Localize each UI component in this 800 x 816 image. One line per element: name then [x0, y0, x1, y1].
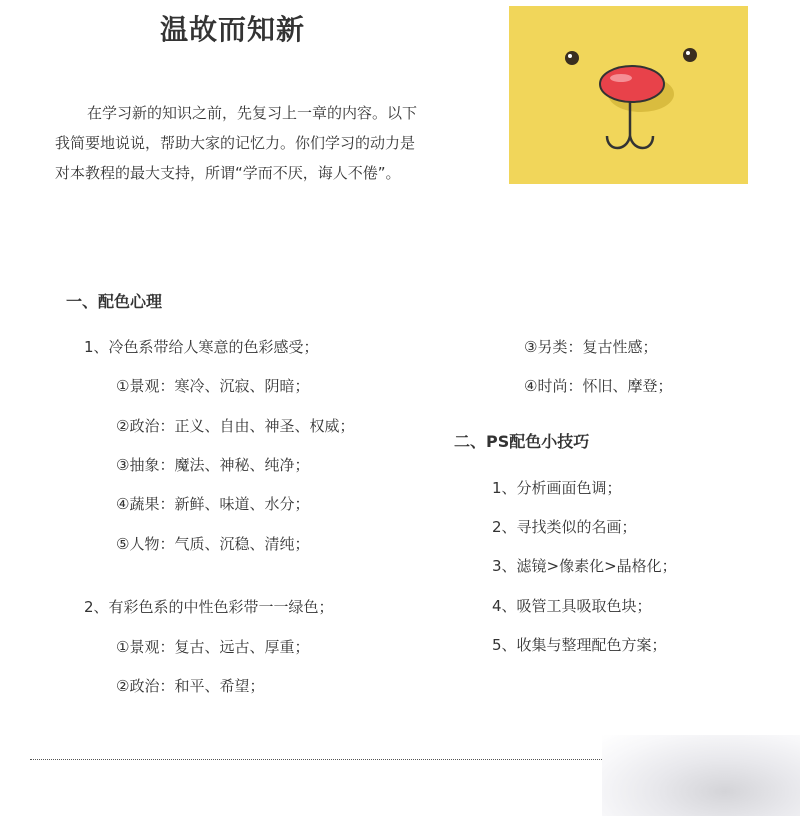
cartoon-dog-face-icon: [509, 6, 748, 184]
list-item: ④蔬果：新鲜、味道、水分；: [116, 495, 310, 513]
list-item: 5、收集与整理配色方案；: [492, 636, 667, 654]
section-heading: 二、PS配色小技巧: [454, 432, 590, 451]
intro-paragraph: [55, 98, 445, 188]
list-item: ⑤人物：气质、沉稳、清纯；: [116, 535, 310, 553]
list-item: ①景观：复古、远古、厚重；: [116, 638, 310, 656]
list-item: 4、吸管工具吸取色块；: [492, 597, 652, 615]
intro-line: 在学习新的知识之前，先复习上一章的内容。以下: [87, 104, 418, 122]
list-item: ①景观：寒冷、沉寂、阴暗；: [116, 377, 310, 395]
intro-line: 我简要地说说，帮助大家的记忆力。你们学习的动力是: [55, 134, 416, 152]
page-title: 温故而知新: [160, 13, 306, 46]
intro-line: 对本教程的最大支持，所谓“学而不厌，诲人不倦”。: [55, 164, 401, 182]
list-item: 2、有彩色系的中性色彩带一一绿色；: [84, 598, 334, 616]
list-item: ③抽象：魔法、神秘、纯净；: [116, 456, 310, 474]
list-item: 2、寻找类似的名画；: [492, 518, 637, 536]
list-item: ②政治：正义、自由、神圣、权威；: [116, 417, 355, 435]
list-item: ③另类：复古性感；: [524, 338, 658, 356]
section-heading: 一、配色心理: [66, 292, 163, 311]
dotted-divider: [30, 759, 602, 760]
list-item: 3、滤镜>像素化>晶格化；: [492, 557, 677, 575]
list-item: 1、冷色系带给人寒意的色彩感受；: [84, 338, 319, 356]
list-item: ②政治：和平、希望；: [116, 677, 265, 695]
corner-shadow: [602, 735, 800, 816]
list-item: 1、分析画面色调；: [492, 479, 622, 497]
list-item: ④时尚：怀旧、摩登；: [524, 377, 673, 395]
